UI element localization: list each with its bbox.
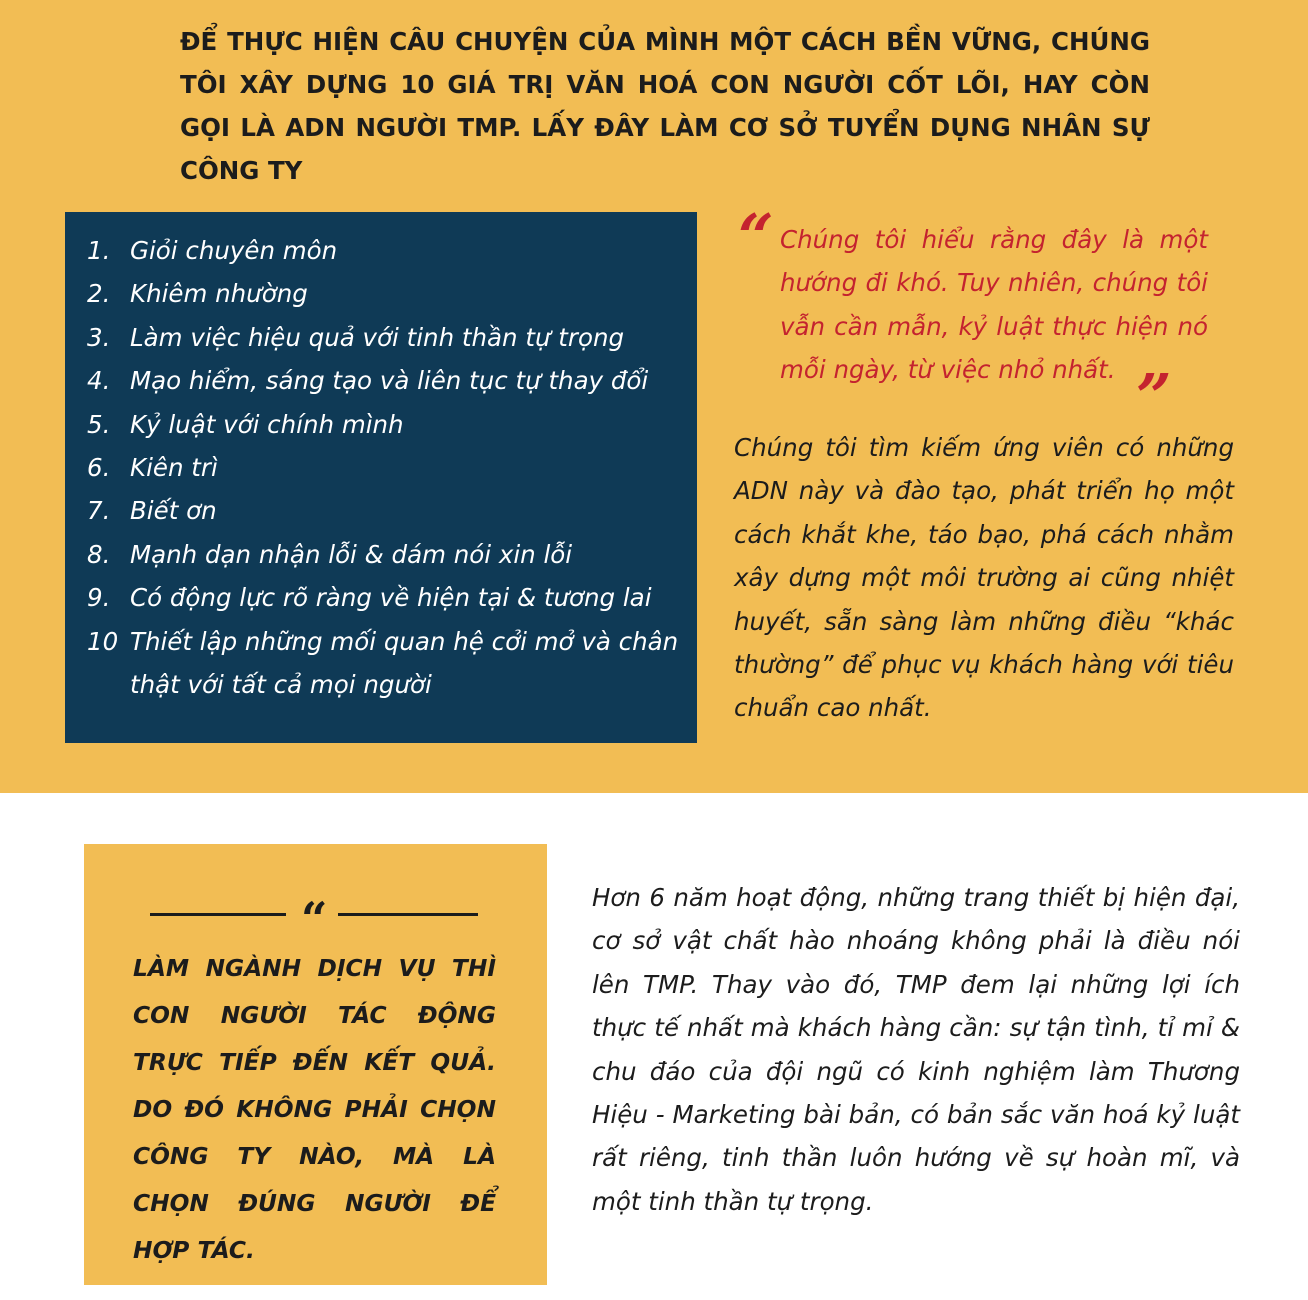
value-text: Làm việc hiệu quả với tinh thần tự trọng bbox=[130, 322, 625, 352]
divider-right bbox=[338, 913, 478, 916]
candidate-paragraph: Chúng tôi tìm kiếm ứng viên có những ADN này và đào tạo, phát triển họ một cách khắt khe, táo bạo, phá cách nhằm xây dựng một môi trường ai cũng nhiệt huyết, sẵn sàng làm những điều “khác thường” để phục vụ khách hàng với tiêu chuẩn cao nhất. bbox=[734, 433, 1234, 723]
value-number: 1. bbox=[87, 236, 111, 265]
value-text: Có động lực rõ ràng về hiện tại & tương lai bbox=[130, 583, 652, 613]
value-text: Kiên trì bbox=[130, 453, 218, 483]
pull-quote-text: LÀM NGÀNH DỊCH VỤ THÌ CON NGƯỜI TÁC ĐỘNG TRỰC TIẾP ĐẾN KẾT QUẢ. DO ĐÓ KHÔNG PHẢI CHỌN CÔNG TY NÀO, MÀ LÀ CHỌN ĐÚNG NGƯỜI ĐỂ HỢP TÁC. bbox=[133, 955, 496, 1264]
value-item bbox=[87, 489, 687, 532]
value-text: Mạo hiểm, sáng tạo và liên tục tự thay đổi bbox=[130, 366, 649, 396]
section-headline: ĐỂ THỰC HIỆN CÂU CHUYỆN CỦA MÌNH MỘT CÁCH BỀN VỮNG, CHÚNG TÔI XÂY DỰNG 10 GIÁ TRỊ VĂN HOÁ CON NGƯỜI CỐT LÕI, HAY CÒN GỌI LÀ ADN NGƯỜI TMP. LẤY ĐÂY LÀM CƠ SỞ TUYỂN DỤNG NHÂN SỰ CÔNG TY bbox=[180, 27, 1150, 185]
value-text: Khiêm nhường bbox=[130, 279, 308, 309]
value-number: 4. bbox=[87, 366, 111, 396]
value-item bbox=[87, 272, 687, 315]
value-number: 6. bbox=[87, 453, 111, 483]
close-quote-icon: ” bbox=[1136, 360, 1172, 433]
divider-left bbox=[150, 913, 286, 916]
value-item bbox=[87, 359, 687, 402]
value-item bbox=[87, 620, 687, 707]
value-number: 8. bbox=[87, 539, 111, 569]
value-text: Biết ơn bbox=[130, 496, 217, 526]
value-item bbox=[87, 446, 687, 489]
value-item bbox=[87, 576, 687, 619]
value-item bbox=[87, 316, 687, 359]
value-number: 2. bbox=[87, 279, 111, 309]
value-item bbox=[87, 403, 687, 446]
quote-icon: “ bbox=[301, 892, 328, 946]
value-item bbox=[87, 229, 687, 272]
core-values-list bbox=[87, 229, 687, 706]
company-history-paragraph: Hơn 6 năm hoạt động, những trang thiết bị hiện đại, cơ sở vật chất hào nhoáng không phải là điều nói lên TMP. Thay vào đó, TMP đem lại những lợi ích thực tế nhất mà khách hàng cần: sự tận tình, tỉ mỉ & chu đáo của đội ngũ có kinh nghiệm làm Thương Hiệu - Marketing bài bản, có bản sắc văn hoá kỷ luật rất riêng, tinh thần luôn hướng về sự hoàn mĩ, và một tinh thần tự trọng. bbox=[592, 883, 1240, 1216]
highlight-quote: Chúng tôi hiểu rằng đây là một hướng đi khó. Tuy nhiên, chúng tôi vẫn cần mẫn, kỷ luật thực hiện nó mỗi ngày, từ việc nhỏ nhất. bbox=[780, 225, 1208, 385]
value-text: Giỏi chuyên môn bbox=[130, 236, 338, 265]
value-item bbox=[87, 533, 687, 576]
open-quote-icon: “ bbox=[738, 200, 774, 273]
value-number: 3. bbox=[87, 322, 111, 352]
value-number: 10 bbox=[87, 626, 119, 656]
value-number: 7. bbox=[87, 496, 111, 526]
core-values-box bbox=[65, 212, 697, 743]
value-number: 5. bbox=[87, 409, 111, 439]
value-text: Kỷ luật với chính mình bbox=[130, 409, 404, 439]
value-text: Thiết lập những mối quan hệ cởi mở và chân thật với tất cả mọi người bbox=[130, 626, 679, 700]
value-number: 9. bbox=[87, 583, 111, 613]
value-text: Mạnh dạn nhận lỗi & dám nói xin lỗi bbox=[130, 539, 573, 569]
pull-quote-card bbox=[84, 844, 547, 1285]
